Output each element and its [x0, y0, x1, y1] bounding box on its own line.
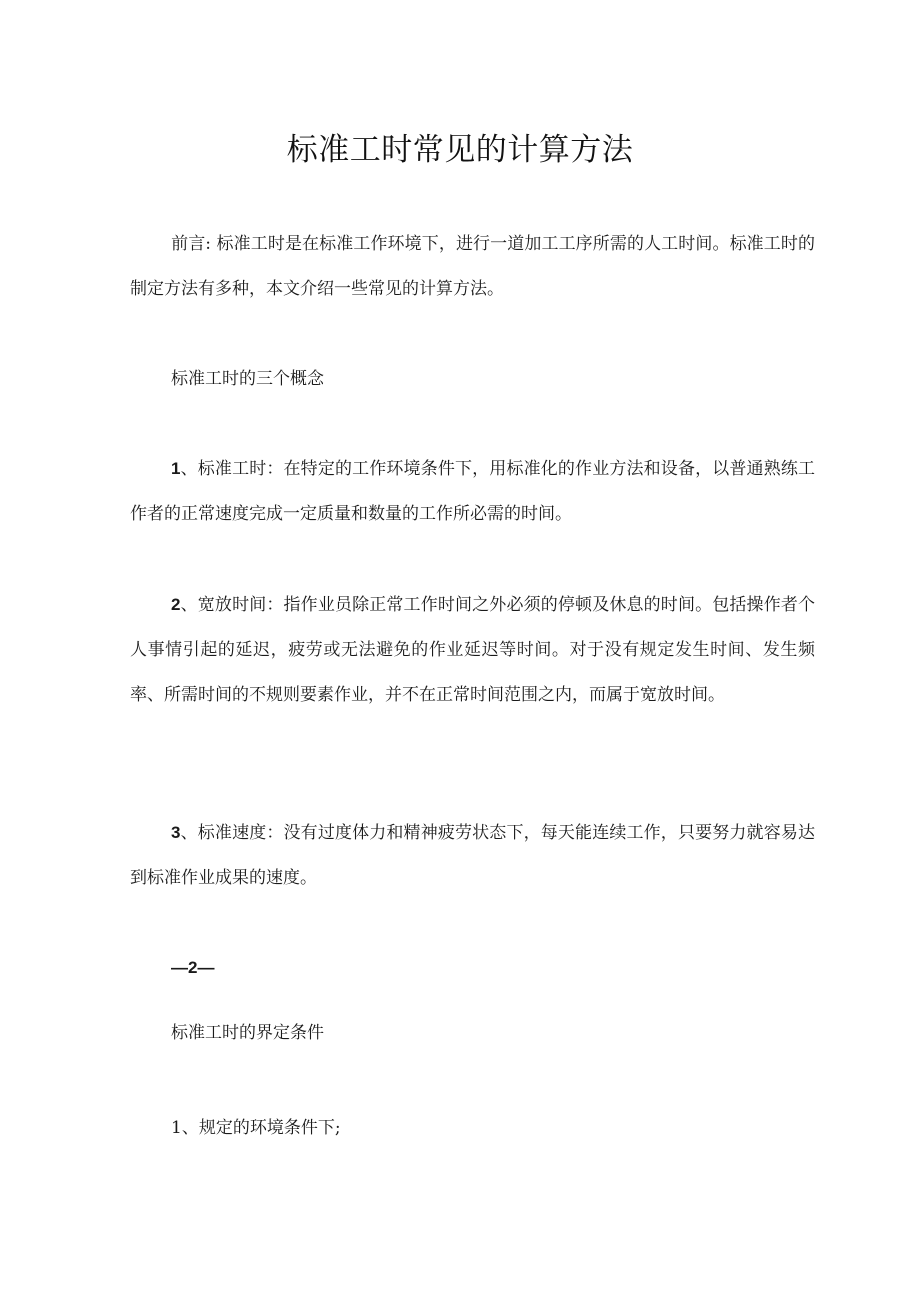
concept-item-1 [130, 446, 815, 537]
intro-text: 前言: 标准工时是在标准工作环境下，进行一道加工工序所需的人工时间。标准工时的制定方法有多种，本文介绍一些常见的计算方法。 [130, 234, 815, 299]
concept-number: 3 [171, 823, 181, 842]
condition-item-1: 1、规定的环境条件下; [171, 1118, 341, 1138]
concept-item-3 [130, 810, 815, 901]
concept-text: 、宽放时间：指作业员除正常工作时间之外必须的停顿及休息的时间。包括操作者个人事情引起的延迟，疲劳或无法避免的作业延迟等时间。对于没有规定发生时间、发生频率、所需时间的不规则要素作业，并不在正常时间范围之内，而属于宽放时间。 [130, 595, 815, 705]
intro-paragraph [130, 222, 815, 312]
page-number-marker: —2— [171, 958, 215, 977]
section-heading-concepts: 标准工时的三个概念 [171, 369, 324, 389]
section-heading-conditions: 标准工时的界定条件 [171, 1023, 324, 1043]
concept-number: 1 [171, 459, 181, 478]
concept-text: 、标准速度：没有过度体力和精神疲劳状态下，每天能连续工作，只要努力就容易达到标准作业成果的速度。 [130, 823, 815, 888]
document-title: 标准工时常见的计算方法 [286, 132, 634, 168]
concept-text: 、标准工时：在特定的工作环境条件下，用标准化的作业方法和设备，以普通熟练工作者的正常速度完成一定质量和数量的工作所必需的时间。 [130, 459, 815, 524]
concept-number: 2 [171, 595, 181, 614]
concept-item-2 [130, 582, 815, 718]
